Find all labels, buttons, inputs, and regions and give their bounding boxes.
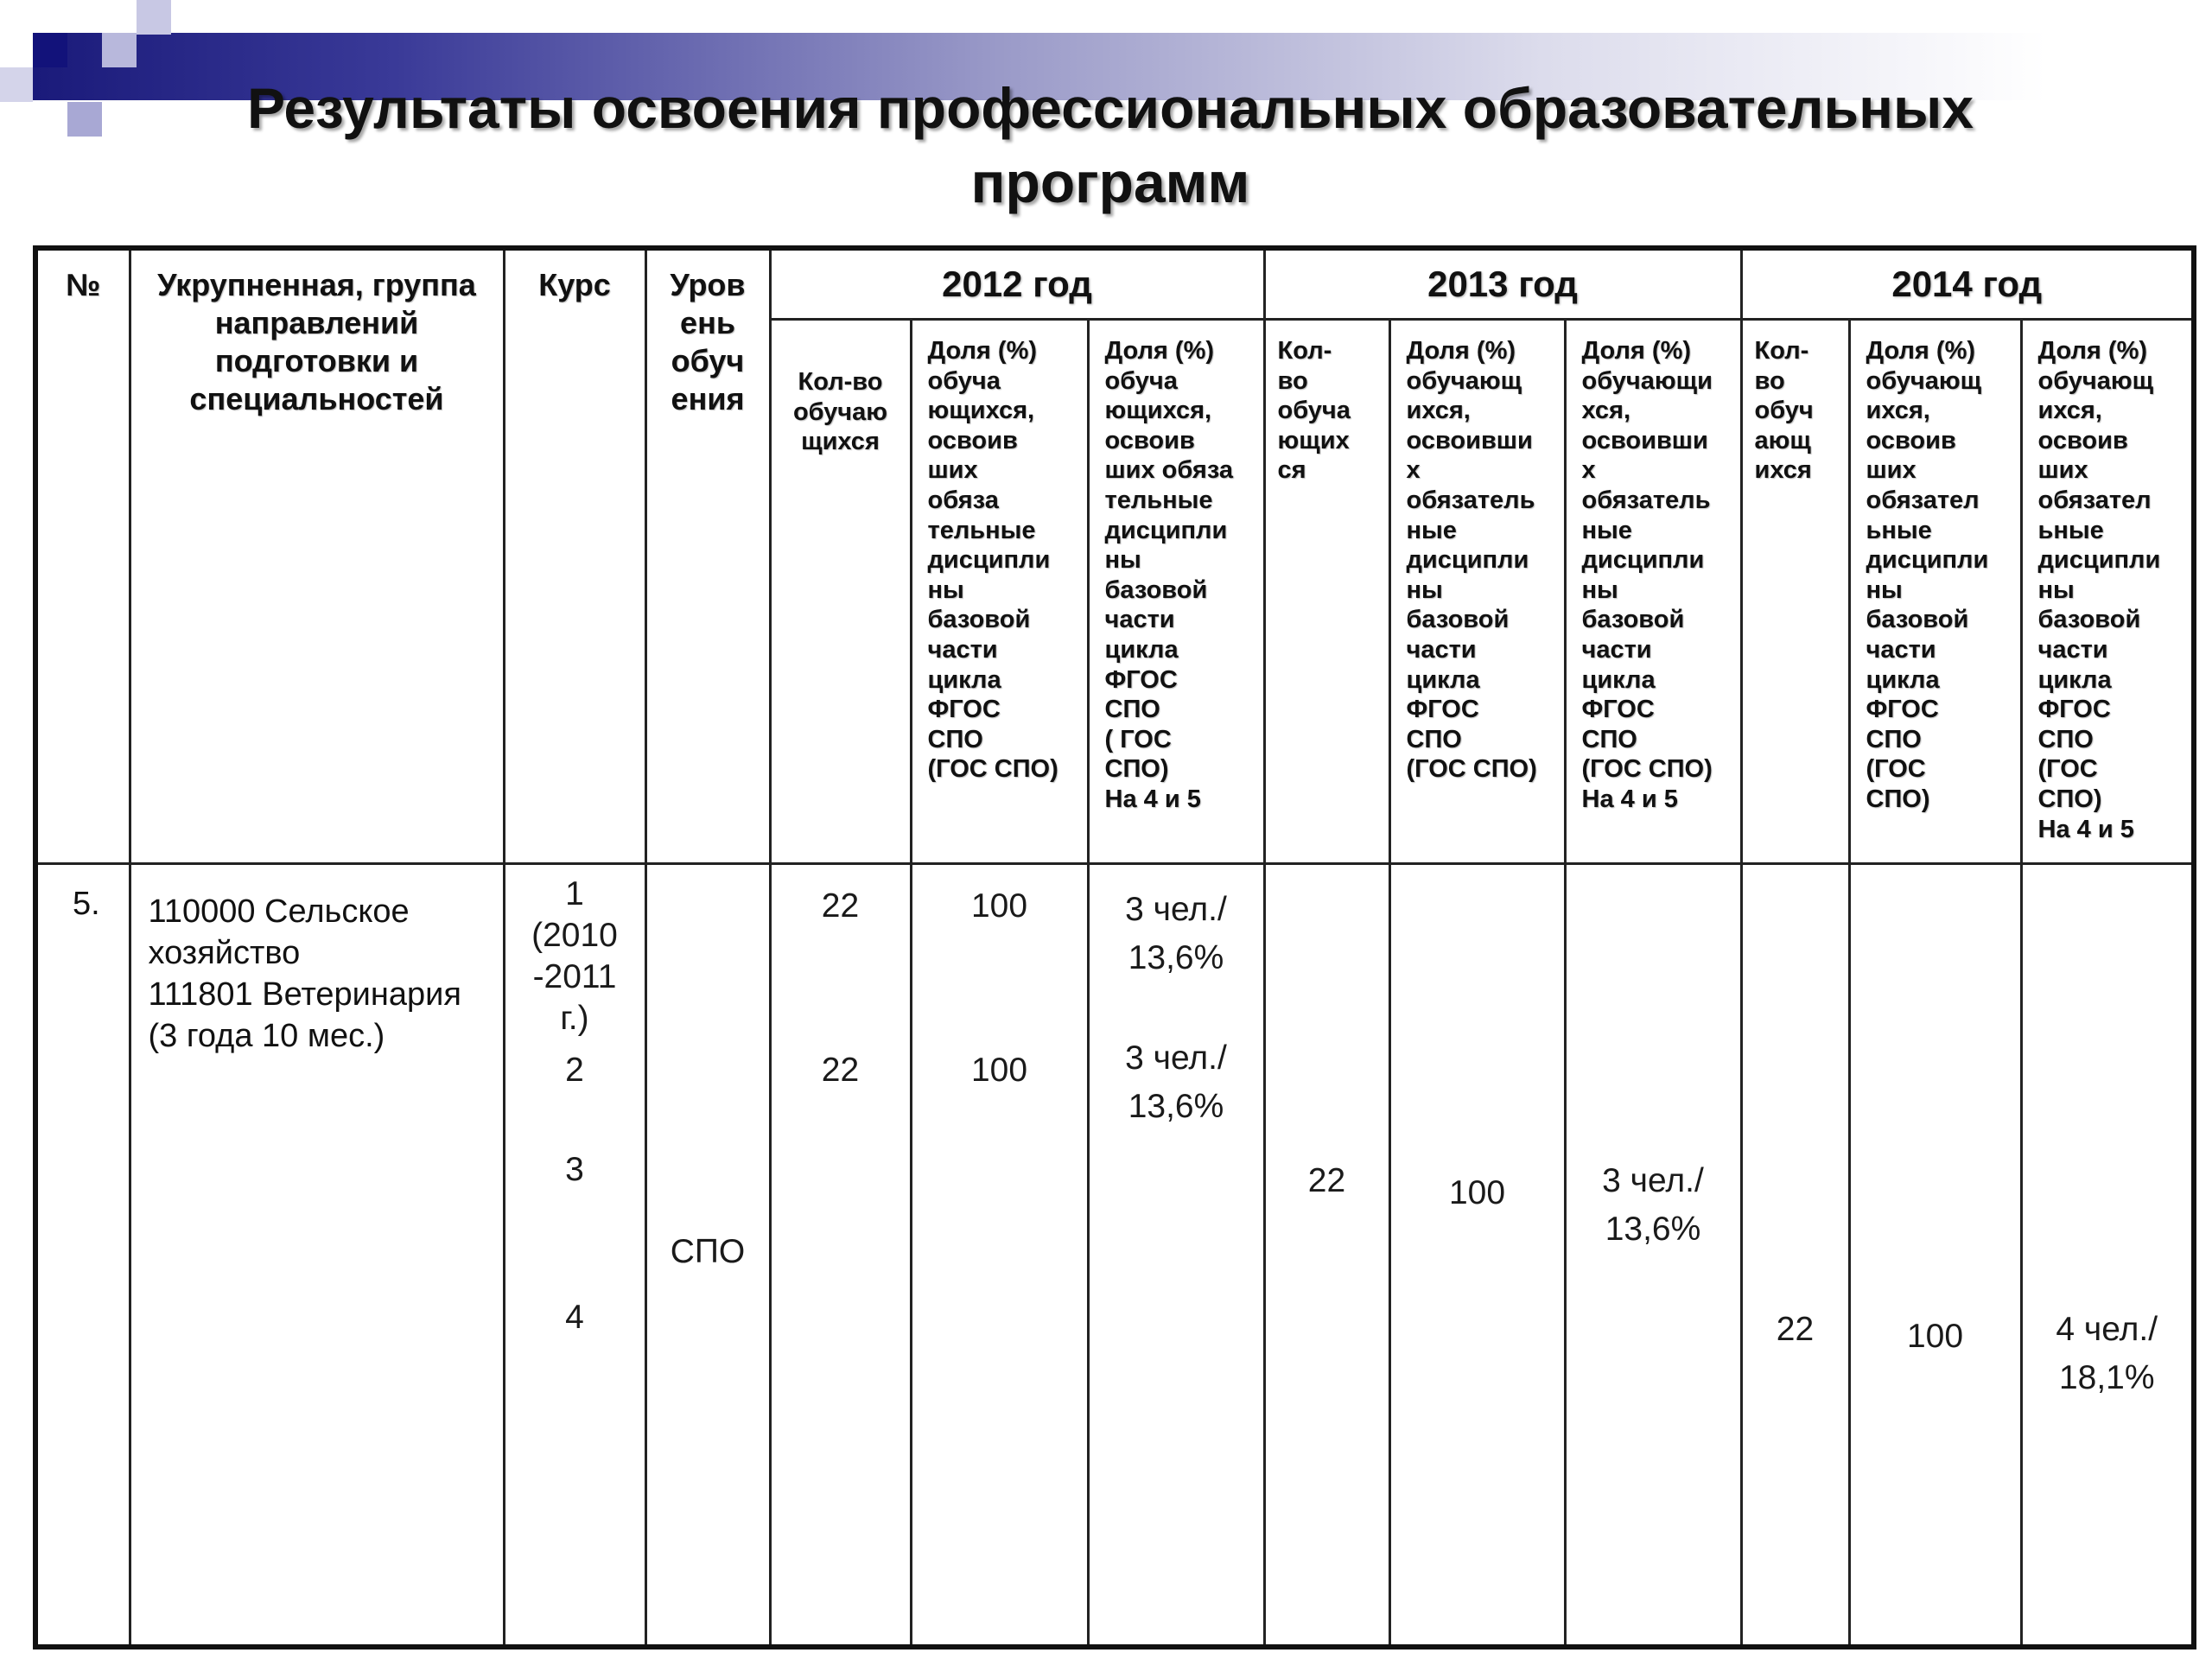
2013-share45: 3 чел./ 13,6% [1602, 1162, 1704, 1248]
title-line-1: Результаты освоения профессиональных образовательных [246, 76, 1974, 140]
2013-count: 22 [1307, 1162, 1346, 1199]
col-header-course: Курс [504, 248, 645, 864]
2012-share-b: 100 [970, 1052, 1028, 1089]
2012-share45-b: 3 чел./ 13,6% [1125, 1039, 1227, 1125]
cell-2014-share [1849, 864, 2021, 1648]
subheader-2014-share-45: Доля (%) обучающ ихся, освоив ших обязател ьные дисципли ны базовой части цикла ФГОС СПО (ГОС СПО) На 4 и 5 [2021, 320, 2194, 864]
cell-num [35, 864, 130, 1648]
cell-2012-share-45 [1088, 864, 1264, 1648]
subheader-2013-share-45: Доля (%) обучающи хся, освоивши х обязатель ные дисципли ны базовой части цикла ФГОС СПО (ГОС СПО) На 4 и 5 [1565, 320, 1741, 864]
2014-count: 22 [1776, 1311, 1815, 1348]
page-title [52, 71, 2169, 219]
col-header-2013: 2013 год [1264, 248, 1741, 320]
title-line-2: программ [970, 150, 1250, 214]
course-2: 2 [565, 1052, 584, 1089]
subheader-2012-share: Доля (%) обуча ющихся, освоив ших обяза тельные дисципли ны базовой части цикла ФГОС СПО (ГОС СПО) [911, 320, 1088, 864]
cell-2014-share-45 [2021, 864, 2194, 1648]
subheader-2014-share: Доля (%) обучающ ихся, освоив ших обязател ьные дисципли ны базовой части цикла ФГОС СПО (ГОС СПО) [1849, 320, 2021, 864]
cell-2012-count [770, 864, 911, 1648]
course-1: 1 (2010 -2011 г.) [531, 875, 618, 1037]
cell-2014-count [1741, 864, 1849, 1648]
cell-level [645, 864, 770, 1648]
cell-2012-share [911, 864, 1088, 1648]
2012-share-a: 100 [970, 887, 1028, 925]
results-table [33, 245, 2196, 1649]
specialty-text: 110000 Сельское хозяйство 111801 Ветеринария (3 года 10 мес.) [148, 893, 461, 1054]
subheader-2014-count: Кол- во обуч ающ ихся [1741, 320, 1849, 864]
2012-count-b: 22 [821, 1052, 860, 1089]
col-header-level: Уров ень обуч ения [645, 248, 770, 864]
cell-course [504, 864, 645, 1648]
cell-specialty [130, 864, 504, 1648]
header-row-1 [35, 248, 2194, 320]
subheader-2012-count: Кол-во обучаю щихся [770, 320, 911, 864]
2012-count-a: 22 [821, 887, 860, 925]
decor-square [137, 0, 171, 35]
cell-2013-count [1264, 864, 1389, 1648]
level-value: СПО [670, 1233, 746, 1270]
subheader-2013-count: Кол- во обуча ющих ся [1264, 320, 1389, 864]
row-number: 5. [73, 886, 100, 922]
course-3: 3 [565, 1151, 584, 1188]
2014-share: 100 [1906, 1318, 1964, 1355]
col-header-group: Укрупненная, группа направлений подготовки и специальностей [130, 248, 504, 864]
subheader-2013-share: Доля (%) обучающ ихся, освоивши х обязатель ные дисципли ны базовой части цикла ФГОС СПО (ГОС СПО) [1389, 320, 1565, 864]
2013-share: 100 [1448, 1174, 1506, 1211]
decor-square [0, 67, 33, 102]
col-header-2012: 2012 год [770, 248, 1264, 320]
col-header-2014: 2014 год [1741, 248, 2194, 320]
subheader-2012-share-45: Доля (%) обуча ющихся, освоив ших обяза тельные дисципли ны базовой части цикла ФГОС СПО ( ГОС СПО) На 4 и 5 [1088, 320, 1264, 864]
decor-square [102, 33, 137, 67]
table-row [35, 864, 2194, 1648]
2012-share45-a: 3 чел./ 13,6% [1125, 891, 1227, 976]
2014-share45: 4 чел./ 18,1% [2056, 1311, 2158, 1396]
decor-square [33, 33, 67, 67]
cell-2013-share [1389, 864, 1565, 1648]
cell-2013-share-45 [1565, 864, 1741, 1648]
col-header-num: № [35, 248, 130, 864]
course-4: 4 [565, 1299, 584, 1336]
